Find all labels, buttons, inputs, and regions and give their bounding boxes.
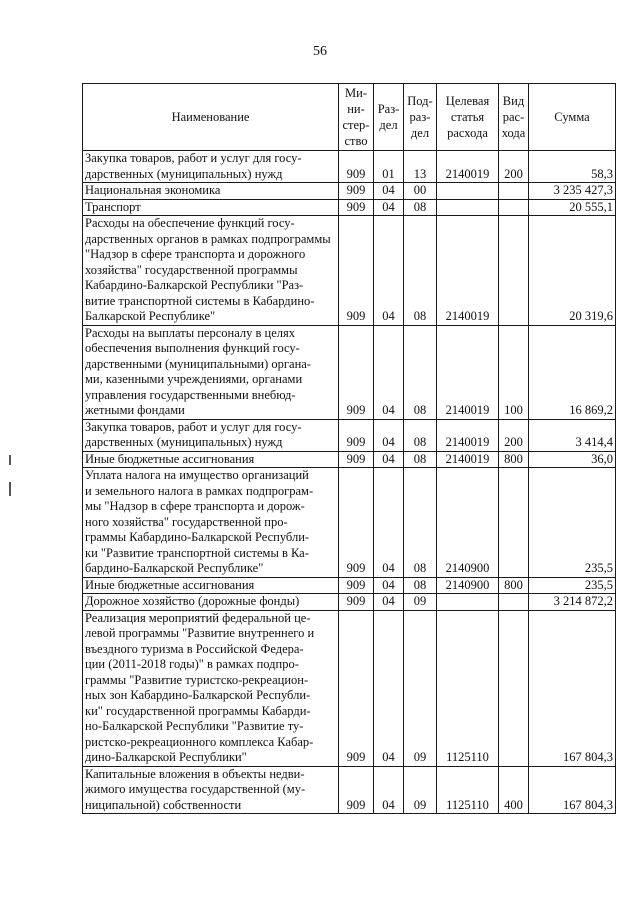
row-expense-type: 800 xyxy=(499,577,529,594)
margin-mark-bottom xyxy=(9,482,11,496)
row-subsection: 08 xyxy=(404,199,437,216)
row-section: 04 xyxy=(374,325,404,419)
row-expense-type xyxy=(499,183,529,200)
header-sum: Сумма xyxy=(529,84,616,151)
header-expense-type: Вид рас- хода xyxy=(499,84,529,151)
row-sum: 20 319,6 xyxy=(529,216,616,326)
row-target: 2140900 xyxy=(437,468,499,578)
row-ministry: 909 xyxy=(339,594,374,611)
row-name: Уплата налога на имущество организаций и земельного налога в рамках подпрограм- мы "Надзор в сфере транспорта и дорож- ного хозяйства" государственной про- граммы Кабардино-Балкарской Республи- ки "Развитие транспортной системы в Ка- бардино-Балкарской Республике" xyxy=(83,468,339,578)
row-section: 04 xyxy=(374,594,404,611)
table-row xyxy=(83,183,616,200)
row-expense-type xyxy=(499,216,529,326)
row-sum: 167 804,3 xyxy=(529,766,616,814)
row-ministry: 909 xyxy=(339,183,374,200)
row-section: 04 xyxy=(374,419,404,451)
row-expense-type: 100 xyxy=(499,325,529,419)
row-name: Дорожное хозяйство (дорожные фонды) xyxy=(83,594,339,611)
row-section: 01 xyxy=(374,151,404,183)
row-expense-type xyxy=(499,199,529,216)
table-row xyxy=(83,199,616,216)
row-name: Капитальные вложения в объекты недви- жимого имущества государственной (му- ниципальной) собственности xyxy=(83,766,339,814)
row-sum: 235,5 xyxy=(529,468,616,578)
row-target xyxy=(437,199,499,216)
row-target: 2140019 xyxy=(437,451,499,468)
row-expense-type xyxy=(499,610,529,766)
row-target: 2140900 xyxy=(437,577,499,594)
row-subsection: 08 xyxy=(404,419,437,451)
row-ministry: 909 xyxy=(339,419,374,451)
row-ministry: 909 xyxy=(339,151,374,183)
table-row xyxy=(83,325,616,419)
row-expense-type: 200 xyxy=(499,419,529,451)
row-ministry: 909 xyxy=(339,766,374,814)
row-sum: 20 555,1 xyxy=(529,199,616,216)
row-sum: 16 869,2 xyxy=(529,325,616,419)
row-subsection: 08 xyxy=(404,325,437,419)
row-name: Иные бюджетные ассигнования xyxy=(83,451,339,468)
row-ministry: 909 xyxy=(339,610,374,766)
row-name: Расходы на выплаты персоналу в целях обеспечения выполнения функций госу- дарственными (муниципальными) органа- ми, казенными учреждениями, органами управления государственными внебюд- жетными фондами xyxy=(83,325,339,419)
row-name: Транспорт xyxy=(83,199,339,216)
row-section: 04 xyxy=(374,766,404,814)
row-target: 2140019 xyxy=(437,419,499,451)
header-section: Раз- дел xyxy=(374,84,404,151)
row-subsection: 08 xyxy=(404,216,437,326)
table-row xyxy=(83,577,616,594)
row-subsection: 08 xyxy=(404,577,437,594)
table-row xyxy=(83,766,616,814)
row-target: 1125110 xyxy=(437,610,499,766)
row-name: Расходы на обеспечение функций госу- дарственных органов в рамках подпрограммы "Надзор в сфере транспорта и дорожного хозяйства" государственной программы Кабардино-Балкарской Республики "Раз- витие транспортной системы в Кабардино- Балкарской Республике" xyxy=(83,216,339,326)
row-sum: 167 804,3 xyxy=(529,610,616,766)
row-target xyxy=(437,594,499,611)
row-expense-type xyxy=(499,468,529,578)
row-ministry: 909 xyxy=(339,199,374,216)
table-row xyxy=(83,216,616,326)
row-ministry: 909 xyxy=(339,577,374,594)
row-target xyxy=(437,183,499,200)
row-section: 04 xyxy=(374,468,404,578)
page-number: 56 xyxy=(313,44,327,59)
row-target: 2140019 xyxy=(437,325,499,419)
header-ministry: Ми- ни- стер- ство xyxy=(339,84,374,151)
row-ministry: 909 xyxy=(339,468,374,578)
header-subsection: Под- раз- дел xyxy=(404,84,437,151)
budget-table xyxy=(82,83,616,814)
table-row xyxy=(83,151,616,183)
row-subsection: 08 xyxy=(404,451,437,468)
row-sum: 3 214 872,2 xyxy=(529,594,616,611)
row-name: Реализация мероприятий федеральной це- левой программы "Развитие внутреннего и въездного туризма в Российской Федера- ции (2011-2018 годы)" в рамках подпро- граммы "Развитие туристско-рекреацион- ных зон Кабардино-Балкарской Республи- ки" государственной программы Кабарди- но-Балкарской Республики "Развитие ту- ристско-рекреационного комплекса Кабар- дино-Балкарской Республики" xyxy=(83,610,339,766)
row-section: 04 xyxy=(374,183,404,200)
row-sum: 235,5 xyxy=(529,577,616,594)
row-name: Закупка товаров, работ и услуг для госу- дарственных (муниципальных) нужд xyxy=(83,151,339,183)
table-body xyxy=(83,151,616,814)
row-section: 04 xyxy=(374,199,404,216)
row-sum: 58,3 xyxy=(529,151,616,183)
margin-mark-top xyxy=(9,455,11,465)
row-sum: 3 414,4 xyxy=(529,419,616,451)
row-subsection: 09 xyxy=(404,610,437,766)
row-sum: 3 235 427,3 xyxy=(529,183,616,200)
row-expense-type: 400 xyxy=(499,766,529,814)
row-name: Иные бюджетные ассигнования xyxy=(83,577,339,594)
table-row xyxy=(83,451,616,468)
row-ministry: 909 xyxy=(339,325,374,419)
row-expense-type: 800 xyxy=(499,451,529,468)
row-subsection: 09 xyxy=(404,594,437,611)
row-section: 04 xyxy=(374,577,404,594)
row-name: Закупка товаров, работ и услуг для госу- дарственных (муниципальных) нужд xyxy=(83,419,339,451)
row-expense-type xyxy=(499,594,529,611)
table-row xyxy=(83,419,616,451)
header-name: Наименование xyxy=(83,84,339,151)
row-subsection: 00 xyxy=(404,183,437,200)
row-ministry: 909 xyxy=(339,216,374,326)
header-target: Целевая статья расхода xyxy=(437,84,499,151)
table-header-row xyxy=(83,84,616,151)
row-subsection: 08 xyxy=(404,468,437,578)
table-row xyxy=(83,594,616,611)
row-subsection: 13 xyxy=(404,151,437,183)
row-target: 2140019 xyxy=(437,216,499,326)
row-target: 1125110 xyxy=(437,766,499,814)
row-target: 2140019 xyxy=(437,151,499,183)
row-ministry: 909 xyxy=(339,451,374,468)
table-row xyxy=(83,610,616,766)
row-section: 04 xyxy=(374,610,404,766)
row-section: 04 xyxy=(374,451,404,468)
row-subsection: 09 xyxy=(404,766,437,814)
row-expense-type: 200 xyxy=(499,151,529,183)
row-section: 04 xyxy=(374,216,404,326)
row-name: Национальная экономика xyxy=(83,183,339,200)
row-sum: 36,0 xyxy=(529,451,616,468)
table-row xyxy=(83,468,616,578)
